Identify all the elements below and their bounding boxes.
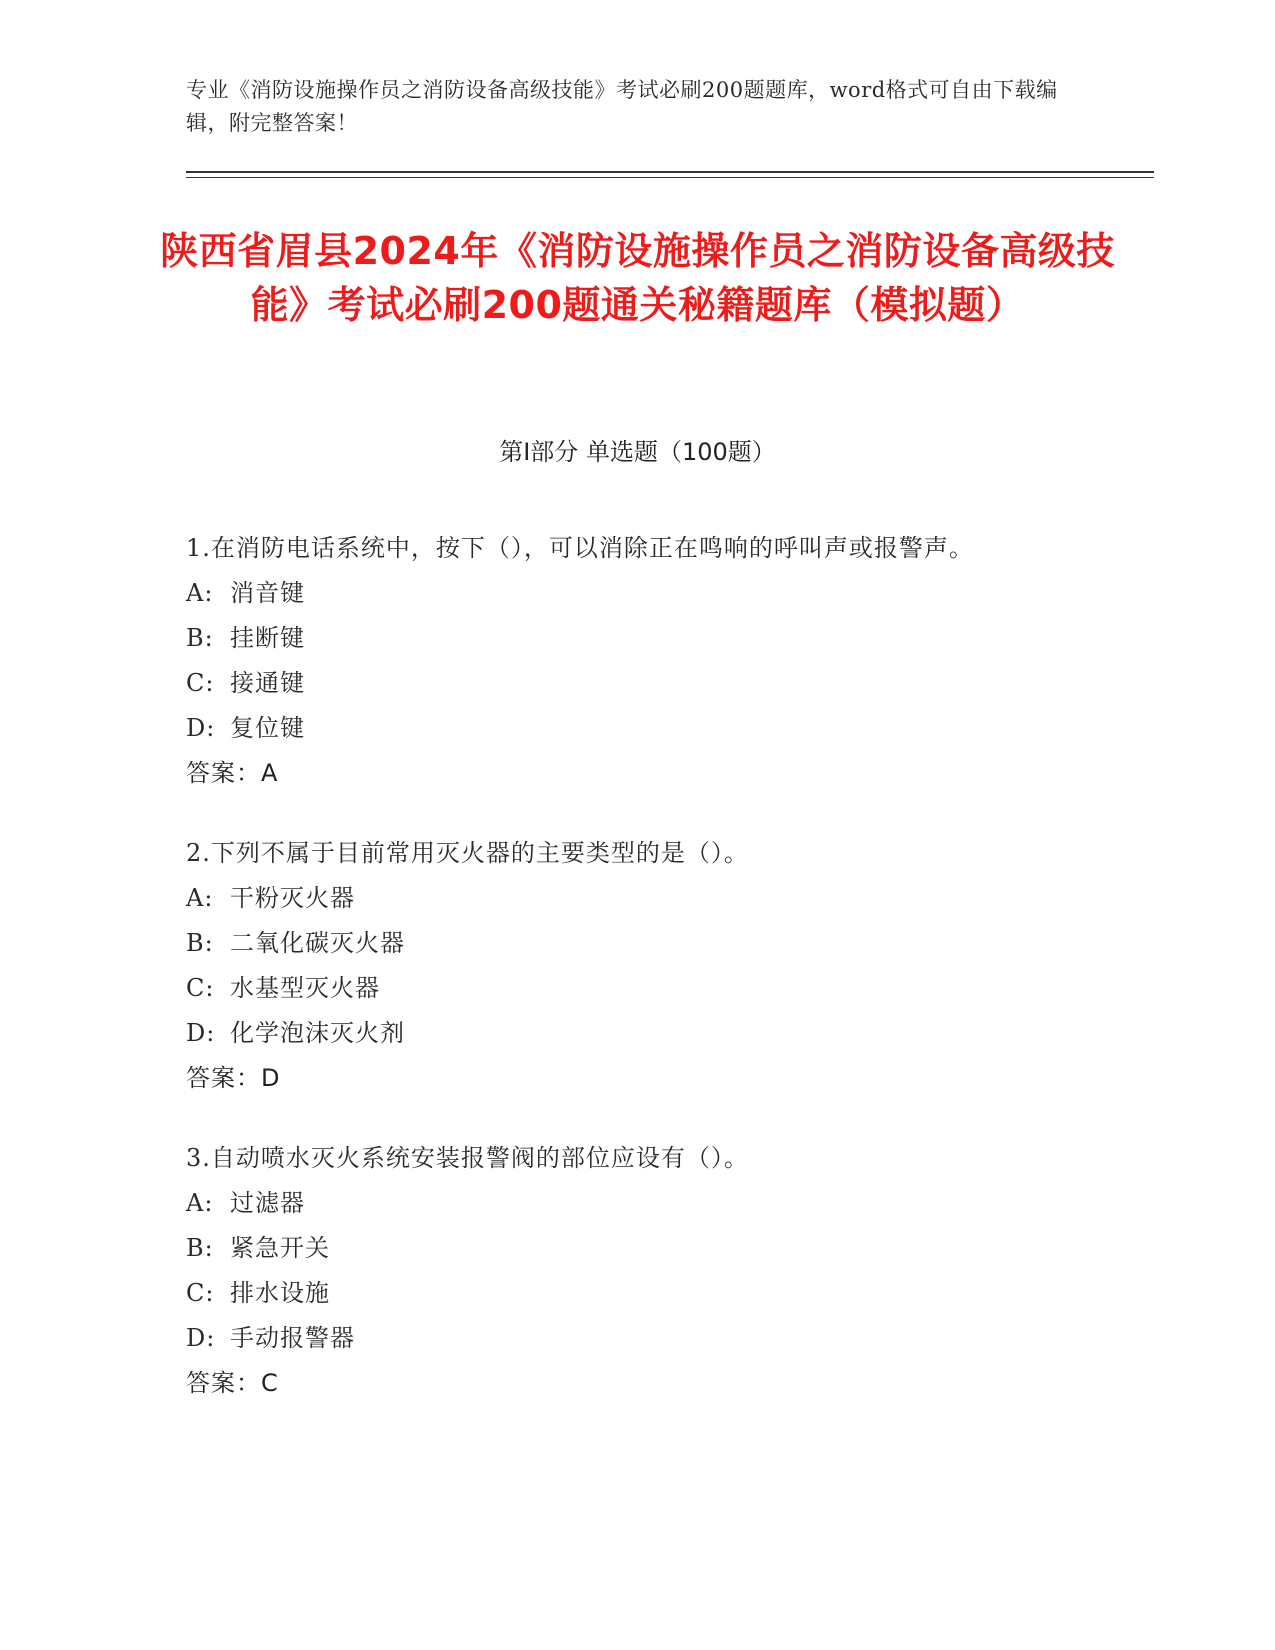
question-list [186, 526, 1066, 1441]
option-a [186, 876, 1066, 921]
option-letter: B: [186, 624, 214, 652]
option-text: 挂断键 [230, 624, 305, 652]
option-letter: A: [186, 1189, 214, 1217]
option-text: 消音键 [230, 579, 305, 607]
option-c [186, 1271, 1066, 1316]
section-heading: 第I部分 单选题（100题） [499, 438, 776, 466]
option-text: 接通键 [230, 669, 305, 697]
option-a [186, 571, 1066, 616]
option-b [186, 616, 1066, 661]
option-text: 干粉灭火器 [230, 884, 355, 912]
option-d [186, 706, 1066, 751]
header-rule-thick [186, 171, 1154, 173]
option-d [186, 1011, 1066, 1056]
document-title: 陕西省眉县2024年《消防设施操作员之消防设备高级技能》考试必刷200题通关秘籍题库（模拟题） [160, 229, 1115, 327]
header-note: 专业《消防设施操作员之消防设备高级技能》考试必刷200题题库，word格式可自由下载编辑，附完整答案！ [186, 78, 1058, 135]
question-text: 3.自动喷水灭火系统安装报警阀的部位应设有（）。 [186, 1144, 749, 1172]
question-1 [186, 526, 1066, 796]
question-3 [186, 1136, 1066, 1406]
option-letter: C: [186, 1279, 215, 1307]
option-a [186, 1181, 1066, 1226]
option-letter: B: [186, 929, 214, 957]
answer-line: 答案：D [186, 1064, 281, 1092]
option-letter: B: [186, 1234, 214, 1262]
option-text: 排水设施 [230, 1279, 330, 1307]
header-rule-thin [186, 177, 1154, 178]
question-text: 2.下列不属于目前常用灭火器的主要类型的是（）。 [186, 839, 749, 867]
option-letter: A: [186, 579, 214, 607]
option-letter: D: [186, 1019, 216, 1047]
option-letter: C: [186, 974, 215, 1002]
option-c [186, 661, 1066, 706]
option-text: 水基型灭火器 [230, 974, 380, 1002]
option-letter: D: [186, 714, 216, 742]
option-c [186, 966, 1066, 1011]
option-letter: C: [186, 669, 215, 697]
answer-line: 答案：C [186, 1369, 279, 1397]
question-text: 1.在消防电话系统中，按下（），可以消除正在鸣响的呼叫声或报警声。 [186, 534, 974, 562]
answer-line: 答案：A [186, 759, 279, 787]
option-d [186, 1316, 1066, 1361]
option-text: 手动报警器 [230, 1324, 355, 1352]
option-letter: A: [186, 884, 214, 912]
option-text: 复位键 [230, 714, 305, 742]
option-b [186, 921, 1066, 966]
option-text: 紧急开关 [230, 1234, 330, 1262]
question-2 [186, 831, 1066, 1101]
option-text: 二氧化碳灭火器 [230, 929, 405, 957]
option-text: 化学泡沫灭火剂 [230, 1019, 405, 1047]
option-b [186, 1226, 1066, 1271]
option-letter: D: [186, 1324, 216, 1352]
option-text: 过滤器 [230, 1189, 305, 1217]
